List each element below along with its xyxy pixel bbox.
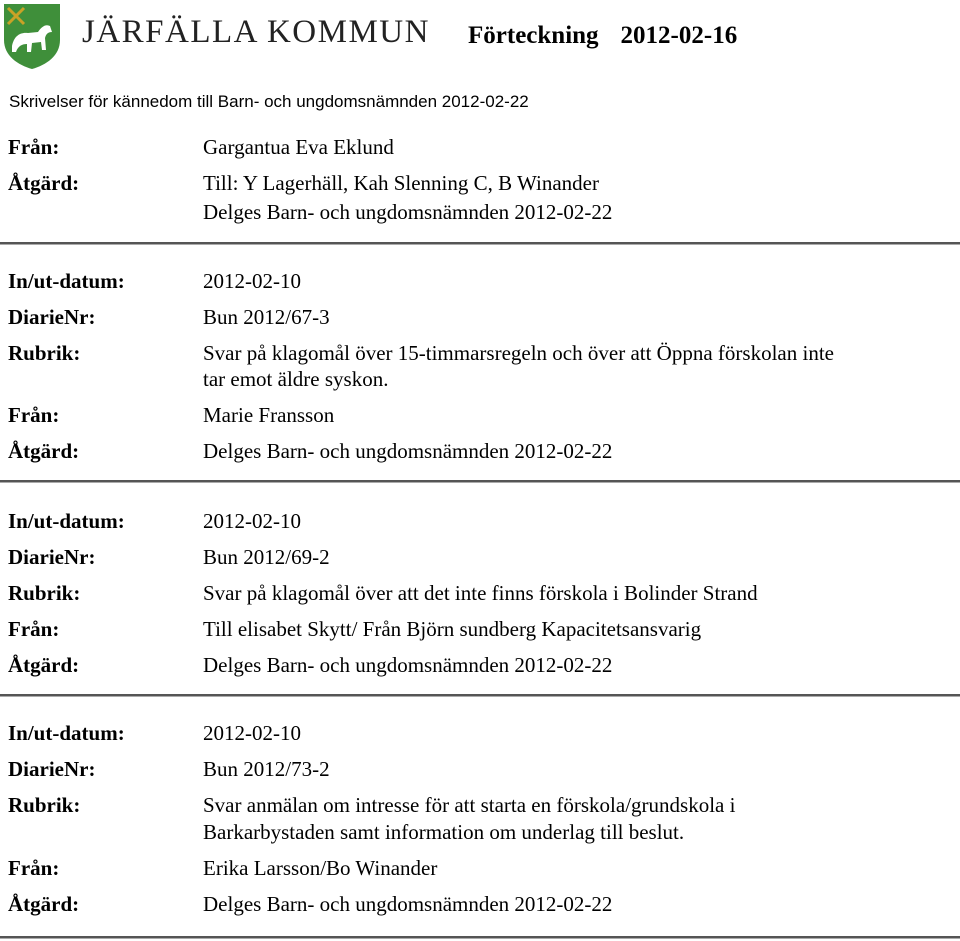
entry-divider [0,694,960,696]
entry-divider [0,242,960,244]
atgard-label: Åtgärd: [8,171,80,195]
inut-label: In/ut-datum: [8,269,125,293]
diarie-label: DiarieNr: [8,757,96,781]
fran-label: Från: [8,403,60,427]
atgard-value: Delges Barn- och ungdomsnämnden 2012-02-22 [203,653,613,677]
inut-value: 2012-02-10 [203,721,301,745]
rubrik-value: Svar på klagomål över 15-timmarsregeln och över att Öppna förskolan inte [203,341,834,365]
fran-value: Marie Fransson [203,403,335,427]
entry-divider [0,936,960,938]
page-header [0,0,960,75]
atgard-value-2: Delges Barn- och ungdomsnämnden 2012-02-22 [203,200,613,224]
rubrik-label: Rubrik: [8,341,81,365]
fran-value: Till elisabet Skytt/ Från Björn sundberg Kapacitetsansvarig [203,617,702,641]
rubrik-value: Svar på klagomål över att det inte finns förskola i Bolinder Strand [203,581,758,605]
document-date: 2012-02-16 [620,22,738,49]
diarie-label: DiarieNr: [8,305,96,329]
document-type: Förteckning [468,22,599,49]
diarie-value: Bun 2012/67-3 [203,305,330,329]
inut-label: In/ut-datum: [8,721,125,745]
fran-value: Erika Larsson/Bo Winander [203,856,438,880]
atgard-label: Åtgärd: [8,653,80,677]
atgard-value: Delges Barn- och ungdomsnämnden 2012-02-22 [203,892,613,916]
fran-value: Gargantua Eva Eklund [203,135,394,159]
diarie-value: Bun 2012/69-2 [203,545,330,569]
organization-name: JÄRFÄLLA KOMMUN [82,14,430,50]
atgard-value: Till: Y Lagerhäll, Kah Slenning C, B Winander [203,171,599,195]
rubrik-value-2: tar emot äldre syskon. [203,367,389,391]
fran-label: Från: [8,617,60,641]
municipality-shield-logo [2,2,62,70]
fran-label: Från: [8,856,60,880]
rubrik-value-2: Barkarbystaden samt information om underlag till beslut. [203,820,685,844]
atgard-label: Åtgärd: [8,439,80,463]
atgard-label: Åtgärd: [8,892,80,916]
entry-divider [0,480,960,482]
diarie-value: Bun 2012/73-2 [203,757,330,781]
fran-label: Från: [8,135,60,159]
diarie-label: DiarieNr: [8,545,96,569]
rubrik-label: Rubrik: [8,793,81,817]
atgard-value: Delges Barn- och ungdomsnämnden 2012-02-22 [203,439,613,463]
inut-value: 2012-02-10 [203,269,301,293]
inut-label: In/ut-datum: [8,509,125,533]
inut-value: 2012-02-10 [203,509,301,533]
rubrik-value: Svar anmälan om intresse för att starta en förskola/grundskola i [203,793,736,817]
document-title [468,22,737,50]
document-subtitle: Skrivelser för kännedom till Barn- och ungdomsnämnden 2012-02-22 [9,92,529,111]
rubrik-label: Rubrik: [8,581,81,605]
